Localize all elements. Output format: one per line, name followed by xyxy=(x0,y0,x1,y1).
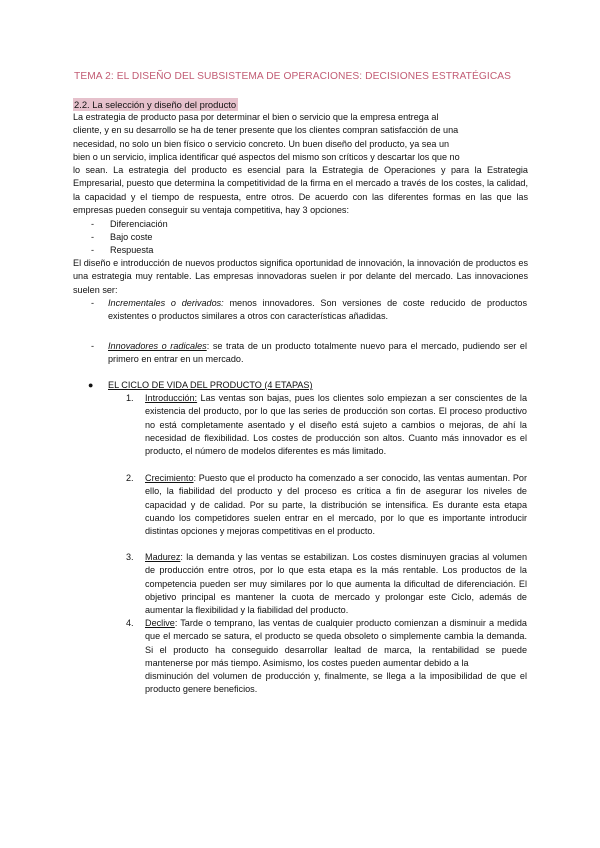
page-title: TEMA 2: EL DISEÑO DEL SUBSISTEMA DE OPERACIONES: DECISIONES ESTRATÉGICAS xyxy=(74,71,512,82)
innovation-paragraph: El diseño e introducción de nuevos productos significa oportunidad de innovación, la innovación de productos es una estrategia muy rentable. Las empresas innovadoras suelen ir por delante del mercado. Las innovaciones suelen ser: xyxy=(73,258,528,295)
intro-line: necesidad, no solo un bien físico o servicio concreto. Un buen diseño del producto, ya sea un xyxy=(73,138,450,149)
option-label: Bajo coste xyxy=(110,232,153,242)
lifecycle-stage xyxy=(126,617,527,697)
stage-number: 4. xyxy=(126,618,134,628)
dash-marker: - xyxy=(91,298,95,308)
innovation-type xyxy=(91,297,527,324)
stage-name: Madurez xyxy=(145,552,181,562)
stage-text: : Puesto que el producto ha comenzado a ser conocido, las ventas aumentan. Por ello, la fiabilidad del producto y del proceso es crítica a fin de asegurar los niveles de capacidad y de calidad. Por su parte, la distribución se intensifica. Es durante esta etapa cuando los competidores suelen entrar en el mercado, por lo que es importante introducir distintas opciones y mejoras competitivas en el producto. xyxy=(145,473,527,537)
innovation-desc: menos innovadores. Son versiones de coste reducido de productos existentes o productos similares a otros con características añadidas. xyxy=(108,298,527,322)
lifecycle-title: EL CICLO DE VIDA DEL PRODUCTO (4 ETAPAS) xyxy=(108,380,313,390)
innovation-term: Innovadores o radicales xyxy=(108,341,207,351)
lifecycle-stage xyxy=(126,392,527,458)
dash-marker: - xyxy=(91,219,95,229)
intro-block xyxy=(73,111,528,164)
intro-line: cliente, y en su desarrollo se ha de tener presente que los clientes compran satisfacción de una xyxy=(73,125,459,136)
stage-number: 3. xyxy=(126,552,134,562)
lifecycle-stage xyxy=(126,472,527,538)
stage-name: Introducción: xyxy=(145,393,198,403)
dash-marker: - xyxy=(91,341,95,351)
innovation-desc: : se trata de un producto totalmente nuevo para el mercado, pudiendo ser el primero en entrar en un mercado. xyxy=(108,341,527,365)
option-label: Respuesta xyxy=(110,245,154,255)
intro-line: bien o un servicio, implica identificar qué aspectos del mismo son críticos y descartar los que no xyxy=(73,151,460,162)
stage-text: : Tarde o temprano, las ventas de cualquier producto comienzan a disminuir a medida que el mercado se satura, el producto se queda obsoleto o simplemente cambia la demanda. Si el producto ha conseguido desarrollar lealtad de marca, la rentabilidad se puede mantenerse por más tiempo. Asimismo, los costes pueden aumentar debido a la xyxy=(145,618,527,668)
stage-text: : la demanda y las ventas se estabilizan. Los costes disminuyen gracias al volumen de producción entre otros, por lo que esta etapa es la más rentable. Los productos de la competencia pueden ser muy similares por lo que aumenta la dificultad de diferenciación. El objetivo principal es mantener la cuota de mercado y prolongar este Ciclo, además de aumentar la flexibilidad y la fiabilidad del producto. xyxy=(145,552,527,616)
lifecycle-stage xyxy=(126,551,527,617)
dash-marker: - xyxy=(91,232,95,242)
stage-name: Crecimiento xyxy=(145,473,194,483)
stage-text: Las ventas son bajas, pues los clientes solo empiezan a ser conscientes de la existencia del producto, por lo que las series de producción son cortas. El proceso productivo no está completamente asentado y el diseño está sujeto a cambios o mejoras, de ahí la necesidad de flexibilidad. Los costes de producción son altos. Cuanto más innovador es el producto, el número de modelos diferentes es más limitado. xyxy=(145,393,527,457)
stage-number: 1. xyxy=(126,393,134,403)
intro-line: La estrategia de producto pasa por determinar el bien o servicio que la empresa entrega al xyxy=(73,112,439,122)
strategy-text: La estrategia del producto es esencial para la Estrategia de Operaciones y para la Estrategia Empresarial, puesto que determina la competitividad de la firma en el mercado a través de los costes, la calidad, la capacidad y el tiempo de respuesta, entre otros. De acuerdo con las diferentes formas en las que las empresas pueden conseguir su ventaja competitiva, hay 3 opciones: xyxy=(73,165,528,215)
strategy-paragraph xyxy=(73,164,528,217)
innovation-term: Incrementales o derivados: xyxy=(108,298,224,308)
option-label: Diferenciación xyxy=(110,219,168,229)
dash-marker: - xyxy=(91,245,95,255)
stage-number: 2. xyxy=(126,473,134,483)
stage-text-continued: disminución del volumen de producción y, finalmente, se llega a la imposibilidad de que el producto genere beneficios. xyxy=(145,671,527,695)
bullet-icon: ● xyxy=(88,380,94,390)
section-heading: 2.2. La selección y diseño del producto xyxy=(74,99,237,110)
innovation-type xyxy=(91,340,527,367)
intro-line-last: lo sean. xyxy=(73,165,108,175)
stage-name: Declive xyxy=(145,618,175,628)
